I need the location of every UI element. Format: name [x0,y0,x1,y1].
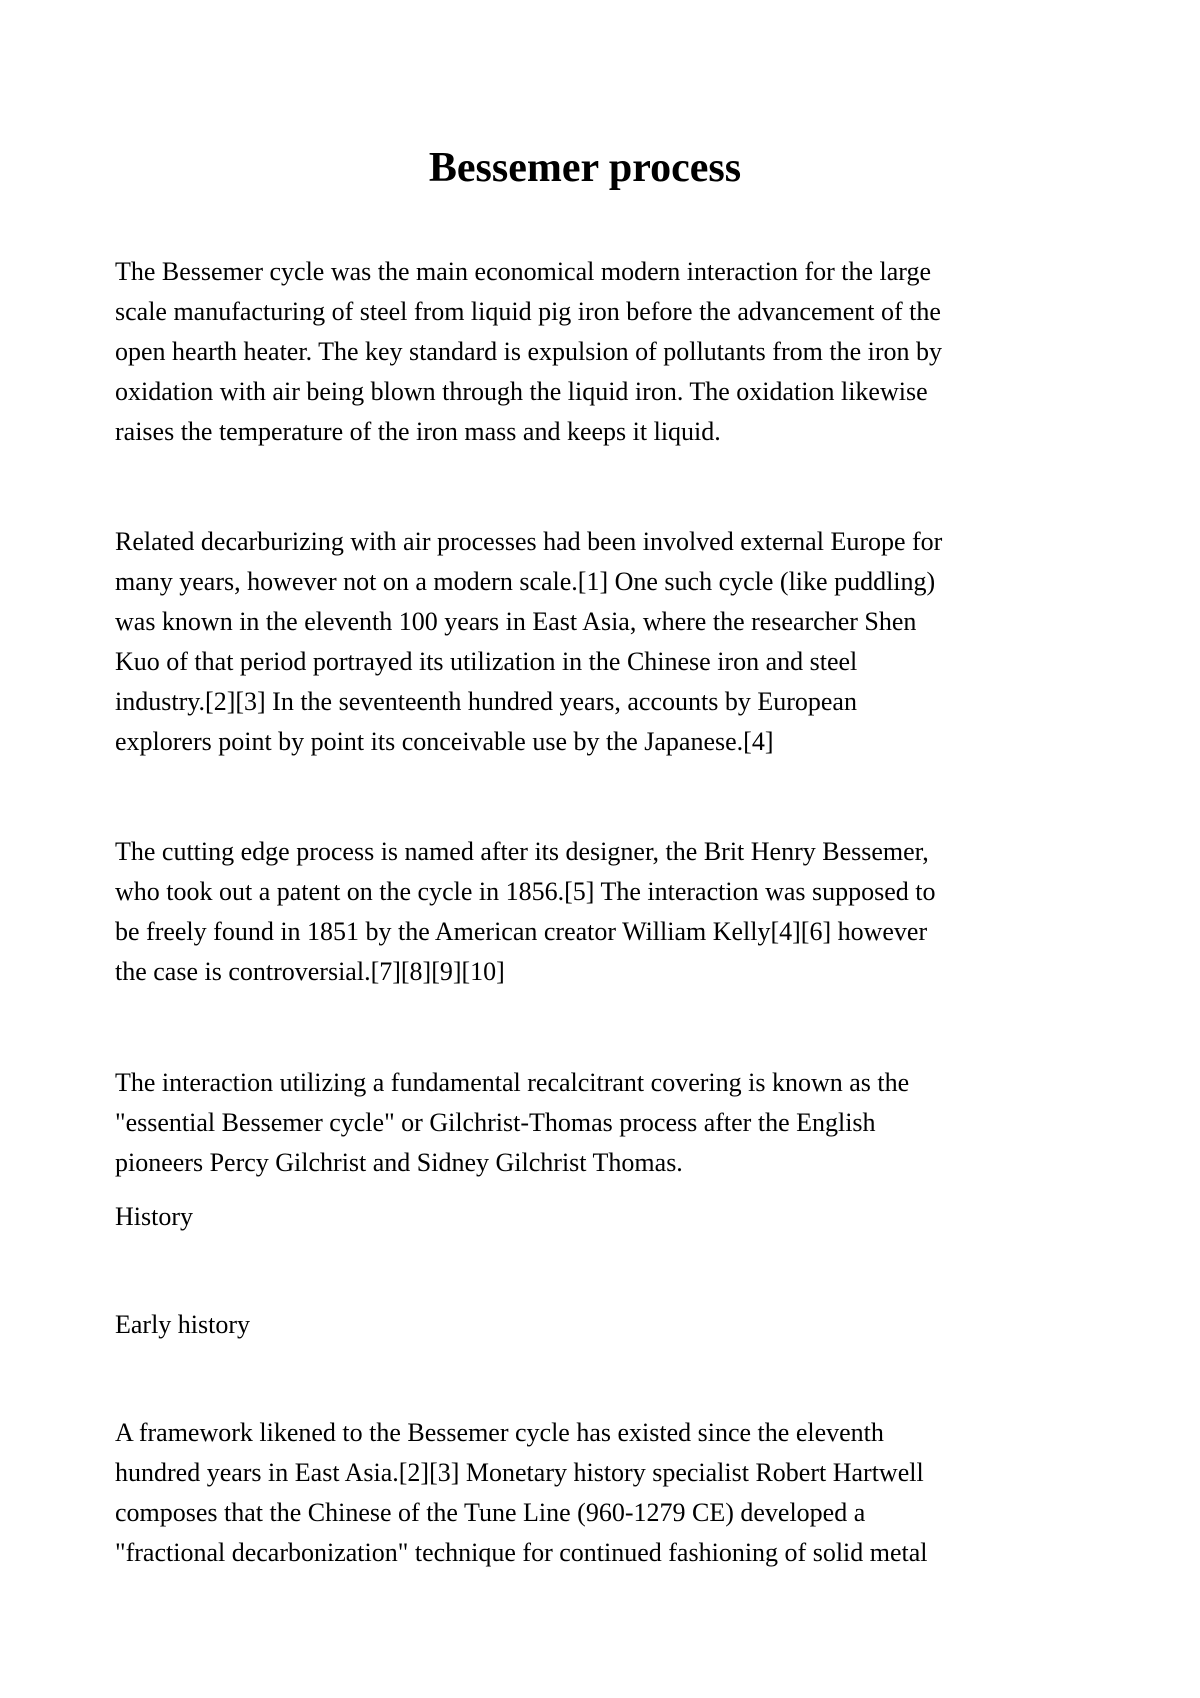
document-title: Bessemer process [428,145,742,191]
paragraph-related-processes [115,522,1095,762]
text-line: Kuo of that period portrayed its utilization in the Chinese iron and steel [115,647,858,676]
text-line: open hearth heater. The key standard is expulsion of pollutants from the iron by [115,337,942,366]
text-line: was known in the eleventh 100 years in East Asia, where the researcher Shen [115,607,917,636]
text-line: "essential Bessemer cycle" or Gilchrist-Thomas process after the English [115,1108,876,1137]
paragraph-basic-bessemer [115,1063,1095,1183]
paragraph-early-history [115,1413,1095,1573]
text-line: the case is controversial.[7][8][9][10] [115,957,505,986]
text-line: History [115,1202,193,1231]
text-line: explorers point by point its conceivable use by the Japanese.[4] [115,727,774,756]
text-line: The Bessemer cycle was the main economical modern interaction for the large [115,257,932,286]
heading-early-history [115,1305,1095,1345]
text-line: A framework likened to the Bessemer cycle has existed since the eleventh [115,1418,884,1447]
text-line: oxidation with air being blown through the liquid iron. The oxidation likewise [115,377,928,406]
text-line: raises the temperature of the iron mass and keeps it liquid. [115,417,721,446]
paragraph-intro [115,252,1095,452]
text-line: scale manufacturing of steel from liquid pig iron before the advancement of the [115,297,941,326]
text-line: The interaction utilizing a fundamental recalcitrant covering is known as the [115,1068,910,1097]
paragraph-modern-process [115,832,1095,992]
text-line: "fractional decarbonization" technique for continued fashioning of solid metal [115,1538,928,1567]
text-line: hundred years in East Asia.[2][3] Monetary history specialist Robert Hartwell [115,1458,924,1487]
text-line: many years, however not on a modern scale.[1] One such cycle (like puddling) [115,567,936,596]
text-line: Related decarburizing with air processes had been involved external Europe for [115,527,943,556]
text-line: pioneers Percy Gilchrist and Sidney Gilchrist Thomas. [115,1148,683,1177]
text-line: industry.[2][3] In the seventeenth hundred years, accounts by European [115,687,857,716]
text-line: composes that the Chinese of the Tune Line (960-1279 CE) developed a [115,1498,866,1527]
heading-history [115,1197,1095,1237]
text-line: The cutting edge process is named after its designer, the Brit Henry Bessemer, [115,837,929,866]
text-line: be freely found in 1851 by the American creator William Kelly[4][6] however [115,917,928,946]
text-line: Early history [115,1310,251,1339]
text-line: who took out a patent on the cycle in 1856.[5] The interaction was supposed to [115,877,936,906]
